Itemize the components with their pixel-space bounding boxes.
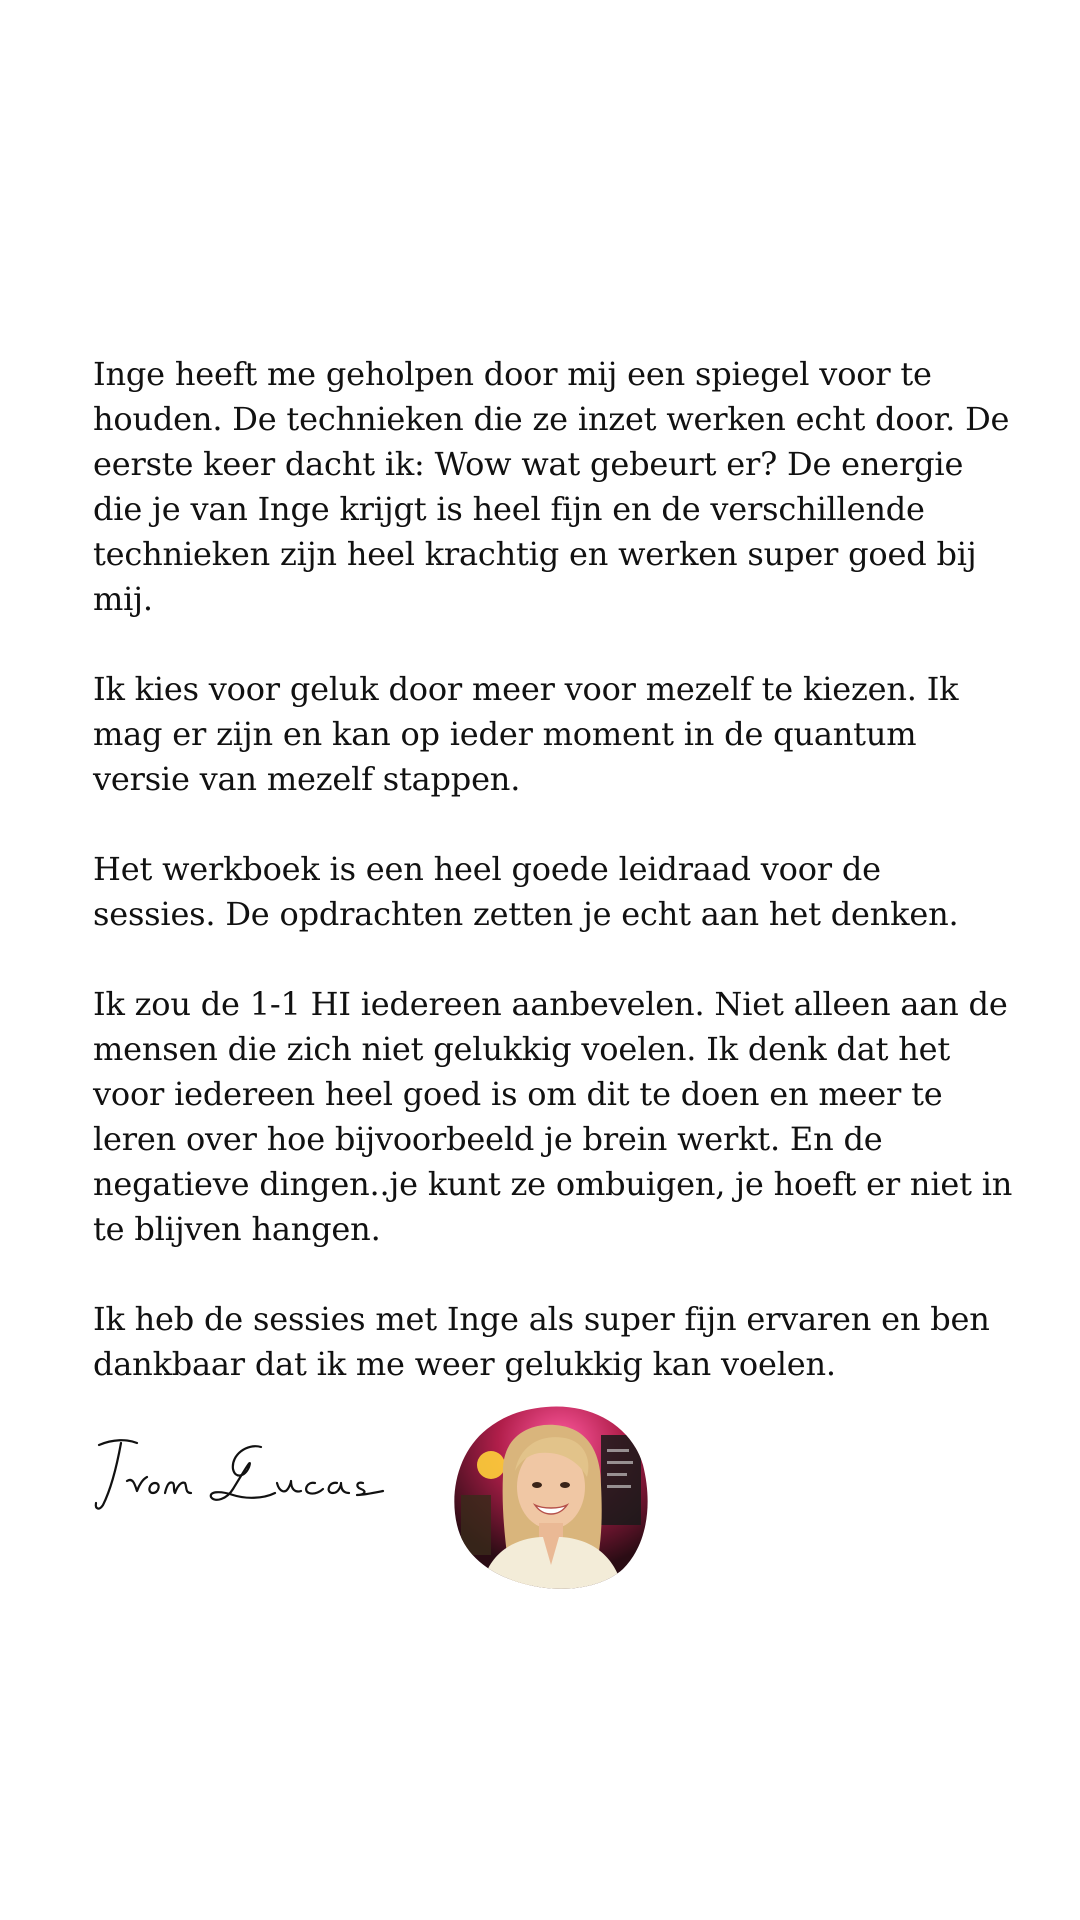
testimonial-paragraph-2: Ik kies voor geluk door meer voor mezelf te kiezen. Ik mag er zijn en kan op ieder moment in de quantum versie van mezelf stappen. [93, 670, 959, 798]
signature-row [93, 1405, 693, 1590]
testimonial-paragraph-4: Ik zou de 1-1 HI iedereen aanbevelen. Niet alleen aan de mensen die zich niet gelukkig voelen. Ik denk dat het voor iedereen heel goed is om dit te doen en meer te leren over hoe bijvoorbeeld je brein werkt. En de negatieve dingen..je kunt ze ombuigen, je hoeft er niet in te blijven hangen. [93, 985, 1013, 1248]
testimonial-paragraph-1: Inge heeft me geholpen door mij een spiegel voor te houden. De technieken die ze inzet werken echt door. De eerste keer dacht ik: Wow wat gebeurt er? De energie die je van Inge krijgt is heel fijn en de verschillende technieken zijn heel krachtig en werken super goed bij mij. [93, 355, 1010, 618]
testimonial-text [93, 352, 1013, 1387]
handwritten-signature [93, 1433, 413, 1523]
testimonial-paragraph-5: Ik heb de sessies met Inge als super fijn ervaren en ben dankbaar dat ik me weer gelukkig kan voelen. [93, 1300, 990, 1383]
avatar [451, 1405, 651, 1590]
testimonial-paragraph-3: Het werkboek is een heel goede leidraad voor de sessies. De opdrachten zetten je echt aan het denken. [93, 850, 959, 933]
